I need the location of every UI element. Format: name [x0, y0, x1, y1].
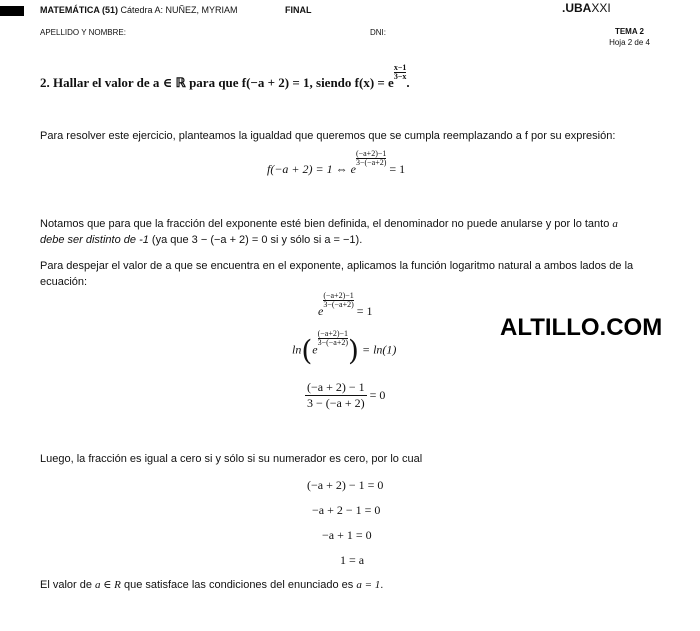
- equation-4: [305, 380, 385, 411]
- p5-end: .: [380, 579, 384, 591]
- watermark: ALTILLO.COM: [500, 314, 663, 341]
- p5-text-c: que satisface las condiciones del enunciado es: [120, 579, 357, 591]
- problem-end: .: [406, 75, 410, 90]
- eq4-fraction: [305, 380, 367, 411]
- eq1-exp-den: 3−(−a+2): [355, 158, 387, 167]
- equation-7: −a + 1 = 0: [322, 528, 372, 542]
- problem-exp-num: x−1: [393, 63, 407, 72]
- eq2-right: = 1: [353, 304, 373, 318]
- subject-code: MATEMÁTICA (51): [40, 5, 118, 15]
- paragraph-1: Para resolver este ejercicio, planteamos la igualdad que queremos que se cumpla reemplazando a f por su expresión:: [40, 130, 616, 142]
- problem-statement: [40, 63, 410, 91]
- exam-type: FINAL: [285, 5, 312, 15]
- eq3-right: = ln(1): [358, 342, 397, 357]
- eq1-right: = 1: [386, 162, 406, 176]
- equation-1: [267, 149, 406, 177]
- uba-logo-suffix: XXI: [591, 1, 611, 15]
- eq4-den: 3 − (−a + 2): [307, 396, 365, 410]
- eq1-left: f(−a + 2) = 1 ⇔ e: [267, 162, 356, 176]
- eq1-exp-num: (−a+2)−1: [355, 149, 387, 158]
- eq3-ln: ln: [292, 342, 302, 357]
- paragraph-3: Para despejar el valor de a que se encuentra en el exponente, aplicamos la función logaritmo natural a ambos lados de la ecuación:: [40, 260, 634, 288]
- paragraph-4: Luego, la fracción es igual a cero si y sólo si su numerador es cero, por lo cual: [40, 453, 423, 465]
- subject-catedra: Cátedra A: NUÑEZ, MYRIAM: [118, 5, 238, 15]
- uba-logo-bold: .UBA: [562, 1, 592, 15]
- problem-exp-den: 3−x: [393, 72, 407, 81]
- equation-5: (−a + 2) − 1 = 0: [307, 478, 384, 492]
- p2-var: a: [612, 218, 618, 230]
- uba-logo: [562, 1, 611, 15]
- p5-text-a: El valor de: [40, 579, 96, 591]
- eq2-e: e: [318, 304, 324, 318]
- eq1-exponent: [356, 150, 386, 167]
- paragraph-2: [40, 216, 670, 248]
- equation-2: [318, 291, 373, 319]
- dni-label: DNI:: [370, 28, 386, 37]
- subject-header: [40, 5, 238, 15]
- eq3-exp-num: (−a+2)−1: [317, 329, 349, 339]
- eq4-num: (−a + 2) − 1: [307, 380, 365, 394]
- eq4-right: = 0: [366, 388, 386, 402]
- eq2-exponent: [323, 292, 353, 309]
- eq3-exponent: [318, 330, 348, 347]
- p2-text-a: Notamos que para que la fracción del exponente esté bien definida, el denominador no puede anularse y por lo tanto: [40, 218, 613, 230]
- eq3-exp-den: 3−(−a+2): [317, 338, 349, 348]
- p5-set: a ∈ R: [95, 579, 121, 591]
- eq3-paren-open: (: [301, 334, 313, 367]
- eq2-exp-den: 3−(−a+2): [323, 300, 354, 309]
- problem-text: 2. Hallar el valor de a ∈ ℝ para que f(−a + 2) = 1, siendo f(x) = e: [40, 75, 394, 90]
- p2-emphasis: debe ser distinto de -1: [40, 234, 149, 246]
- page-number: Hoja 2 de 4: [609, 38, 650, 47]
- eq3-paren-close: ): [348, 334, 359, 367]
- black-tab-marker: [0, 6, 24, 16]
- equation-3: [292, 329, 397, 367]
- eq3-e: e: [312, 342, 318, 357]
- equation-6: −a + 2 − 1 = 0: [312, 503, 381, 517]
- p5-answer: a = 1: [356, 579, 381, 591]
- paragraph-5: [40, 577, 670, 593]
- eq2-exp-num: (−a+2)−1: [323, 291, 354, 300]
- apellido-label: APELLIDO Y NOMBRE:: [40, 28, 126, 37]
- p2-text-c: (ya que 3 − (−a + 2) = 0 si y sólo si a = −1).: [148, 234, 363, 246]
- tema-label: TEMA 2: [614, 27, 644, 36]
- equation-8: 1 = a: [340, 553, 365, 567]
- problem-exponent: [394, 64, 407, 81]
